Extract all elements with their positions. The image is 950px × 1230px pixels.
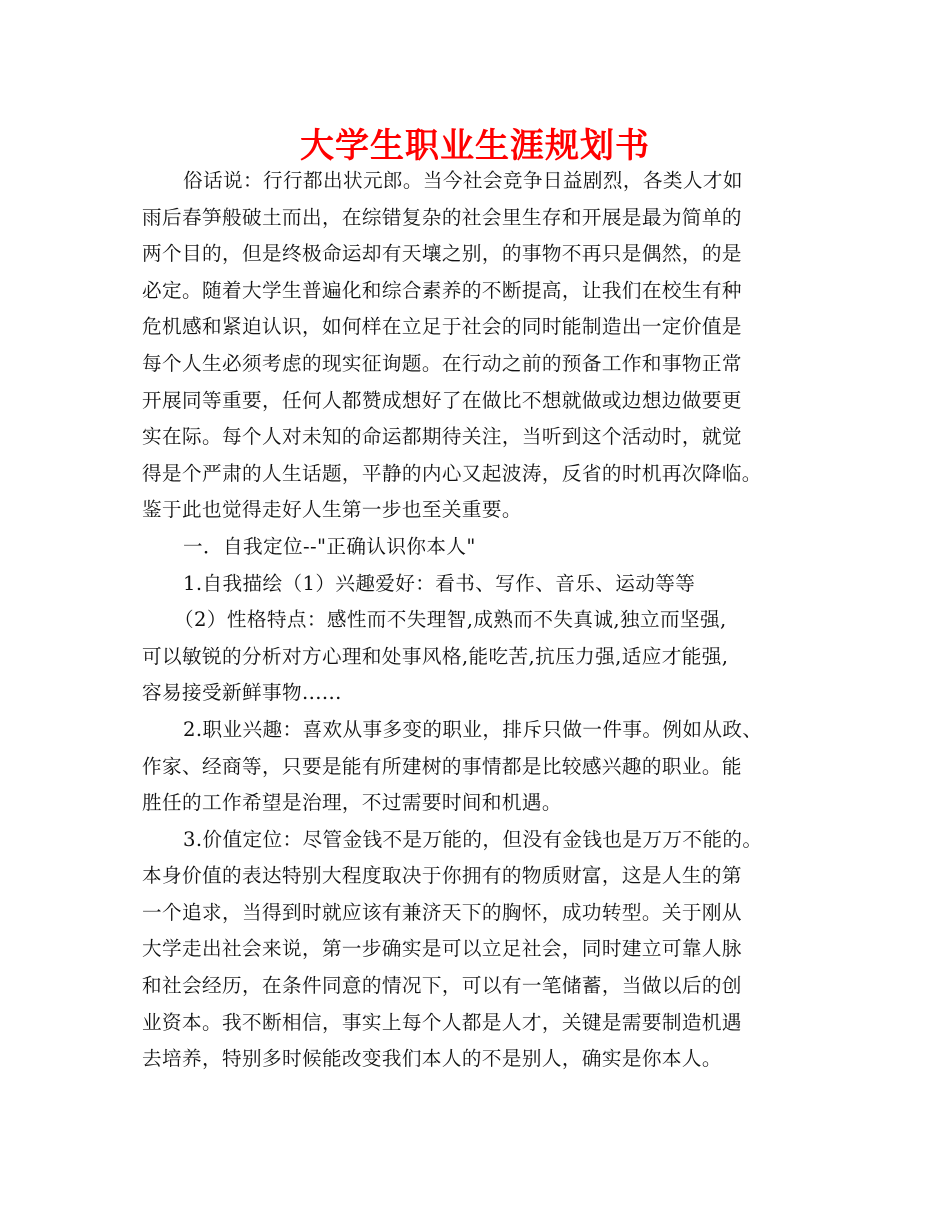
paragraph-line: 胜任的工作希望是治理，不过需要时间和机遇。	[142, 791, 562, 815]
paragraph-line: （2）性格特点：感性而不失理智,成熟而不失真诚,独立而坚强,	[174, 608, 727, 632]
paragraph-line: 实在际。每个人对未知的命运都期待关注，当听到这个活动时，就觉	[142, 425, 742, 449]
paragraph-line: 业资本。我不断相信，事实上每个人都是人才，关键是需要制造机遇	[142, 1010, 742, 1034]
paragraph-line: 开展同等重要，任何人都赞成想好了在做比不想就做或边想边做要更	[142, 388, 742, 412]
section-heading: 一．自我定位--"正确认识你本人"	[183, 534, 476, 558]
paragraph-line: 1.自我描绘（1）兴趣爱好：看书、写作、音乐、运动等等	[183, 571, 696, 595]
paragraph-line: 危机感和紧迫认识，如何样在立足于社会的同时能制造出一定价值是	[142, 315, 742, 339]
paragraph-line: 作家、经商等，只要是能有所建树的事情都是比较感兴趣的职业。能	[142, 754, 742, 778]
paragraph-line: 鉴于此也觉得走好人生第一步也至关重要。	[142, 498, 522, 522]
paragraph-line: 两个目的，但是终极命运却有天壤之别，的事物不再只是偶然，的是	[142, 242, 742, 266]
paragraph-line: 容易接受新鲜事物......	[142, 681, 342, 705]
paragraph-line: 可以敏锐的分析对方心理和处事风格,能吃苦,抗压力强,适应才能强,	[142, 644, 729, 668]
document-body	[142, 163, 812, 1078]
paragraph-line: 必定。随着大学生普遍化和综合素养的不断提高，让我们在校生有种	[142, 278, 742, 302]
paragraph-line: 本身价值的表达特别大程度取决于你拥有的物质财富，这是人生的第	[142, 864, 742, 888]
paragraph-line: 和社会经历，在条件同意的情况下，可以有一笔储蓄，当做以后的创	[142, 974, 742, 998]
document-title: 大学生职业生涯规划书	[300, 126, 650, 166]
paragraph-line: 俗话说：行行都出状元郎。当今社会竞争日益剧烈，各类人才如	[183, 169, 743, 192]
paragraph-line: 雨后春笋般破土而出，在综错复杂的社会里生存和开展是最为简单的	[142, 205, 742, 229]
paragraph-line: 得是个严肃的人生话题，平静的内心又起波涛，反省的时机再次降临。	[142, 461, 762, 485]
paragraph-line: 大学走出社会来说，第一步确实是可以立足社会，同时建立可靠人脉	[142, 937, 742, 961]
paragraph-line: 3.价值定位：尽管金钱不是万能的，但没有金钱也是万万不能的。	[183, 827, 763, 851]
paragraph-line: 去培养，特别多时候能改变我们本人的不是别人，确实是你本人。	[142, 1047, 722, 1071]
paragraph-line: 一个追求，当得到时就应该有兼济天下的胸怀，成功转型。关于刚从	[142, 900, 742, 924]
paragraph-line: 2.职业兴趣：喜欢从事多变的职业，排斥只做一件事。例如从政、	[183, 717, 763, 741]
paragraph-line: 每个人生必须考虑的现实征询题。在行动之前的预备工作和事物正常	[142, 351, 742, 375]
